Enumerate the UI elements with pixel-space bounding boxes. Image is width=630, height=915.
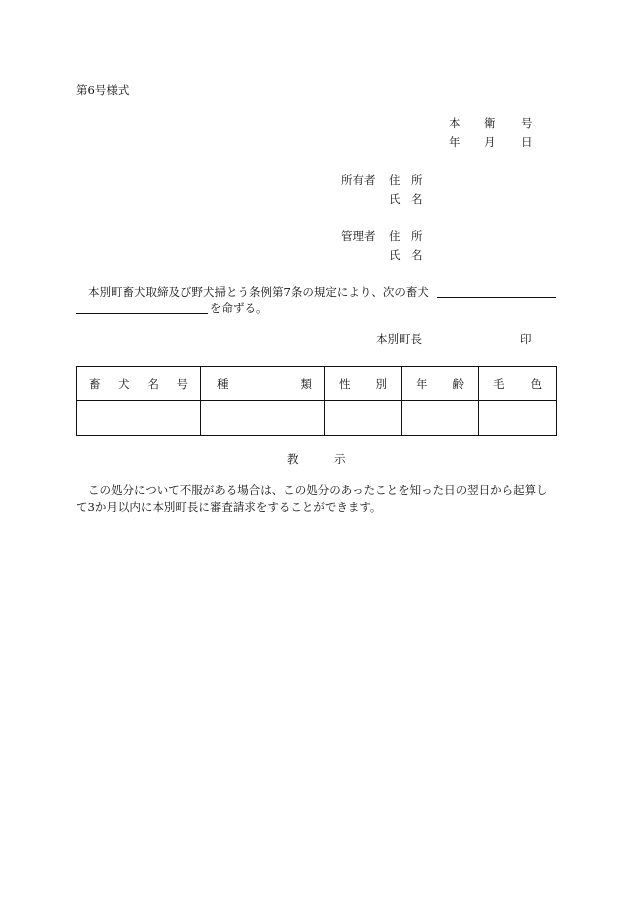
date-month-label: 月 (484, 135, 496, 149)
header-sex (325, 367, 402, 401)
owner-address-label-2: 所 (411, 173, 423, 187)
notice-title-2: 示 (334, 452, 346, 466)
owner-name-label-1: 氏 (389, 192, 401, 206)
header-coat-color (479, 367, 557, 401)
header-dog-name (77, 367, 201, 401)
header-age-char: 年 (416, 376, 428, 391)
header-sex-char: 性 (339, 376, 351, 391)
manager-name-label-1: 氏 (389, 248, 401, 262)
header-breed-char: 類 (300, 376, 312, 391)
dog-fill-line-1 (437, 297, 556, 298)
notice-body: この処分について不服がある場合は、この処分のあったことを知った日の翌日から起算して3か月以内に本別町長に審査請求をすることができます。 (76, 483, 548, 514)
form-number: 第6号様式 (76, 83, 130, 97)
dog-fill-line-2 (76, 313, 208, 314)
header-dog-name-char: 号 (176, 376, 188, 391)
header-dog-name-char: 畜 (89, 376, 101, 391)
owner-address-label-1: 住 (389, 173, 401, 187)
notice-title-1: 教 (287, 452, 299, 466)
seal-mark: 印 (520, 332, 532, 346)
header-breed-char: 種 (217, 376, 229, 391)
header-dog-name-char: 犬 (118, 376, 130, 391)
cell-age (402, 401, 479, 436)
header-coat-color-char: 毛 (493, 376, 505, 391)
header-age (402, 367, 479, 401)
manager-label: 管理者 (341, 229, 376, 243)
header-age-char: 齢 (452, 376, 464, 391)
owner-name-label-2: 名 (411, 192, 423, 206)
dog-info-table (76, 366, 557, 436)
cell-dog-name (77, 401, 201, 436)
cell-breed (201, 401, 325, 436)
order-text-line2: を命ずる。 (210, 301, 268, 315)
table-row (77, 401, 557, 436)
mayor-title: 本別町長 (376, 332, 422, 346)
date-day-label: 日 (521, 135, 533, 149)
manager-name-label-2: 名 (411, 248, 423, 262)
header-dog-name-char: 名 (147, 376, 159, 391)
header-number-label-1: 本 (449, 116, 461, 130)
order-text-line1: 本別町畜犬取締及び野犬掃とう条例第7条の規定により、次の畜犬 (88, 285, 429, 299)
header-number-label-2: 衛 (484, 116, 496, 130)
owner-label: 所有者 (341, 173, 376, 187)
header-sex-char: 別 (375, 376, 387, 391)
cell-coat-color (479, 401, 557, 436)
manager-address-label-2: 所 (411, 229, 423, 243)
cell-sex (325, 401, 402, 436)
header-number-label-3: 号 (521, 116, 533, 130)
header-breed (201, 367, 325, 401)
date-year-label: 年 (449, 135, 461, 149)
manager-address-label-1: 住 (389, 229, 401, 243)
table-header-row (77, 367, 557, 401)
header-coat-color-char: 色 (530, 376, 542, 391)
